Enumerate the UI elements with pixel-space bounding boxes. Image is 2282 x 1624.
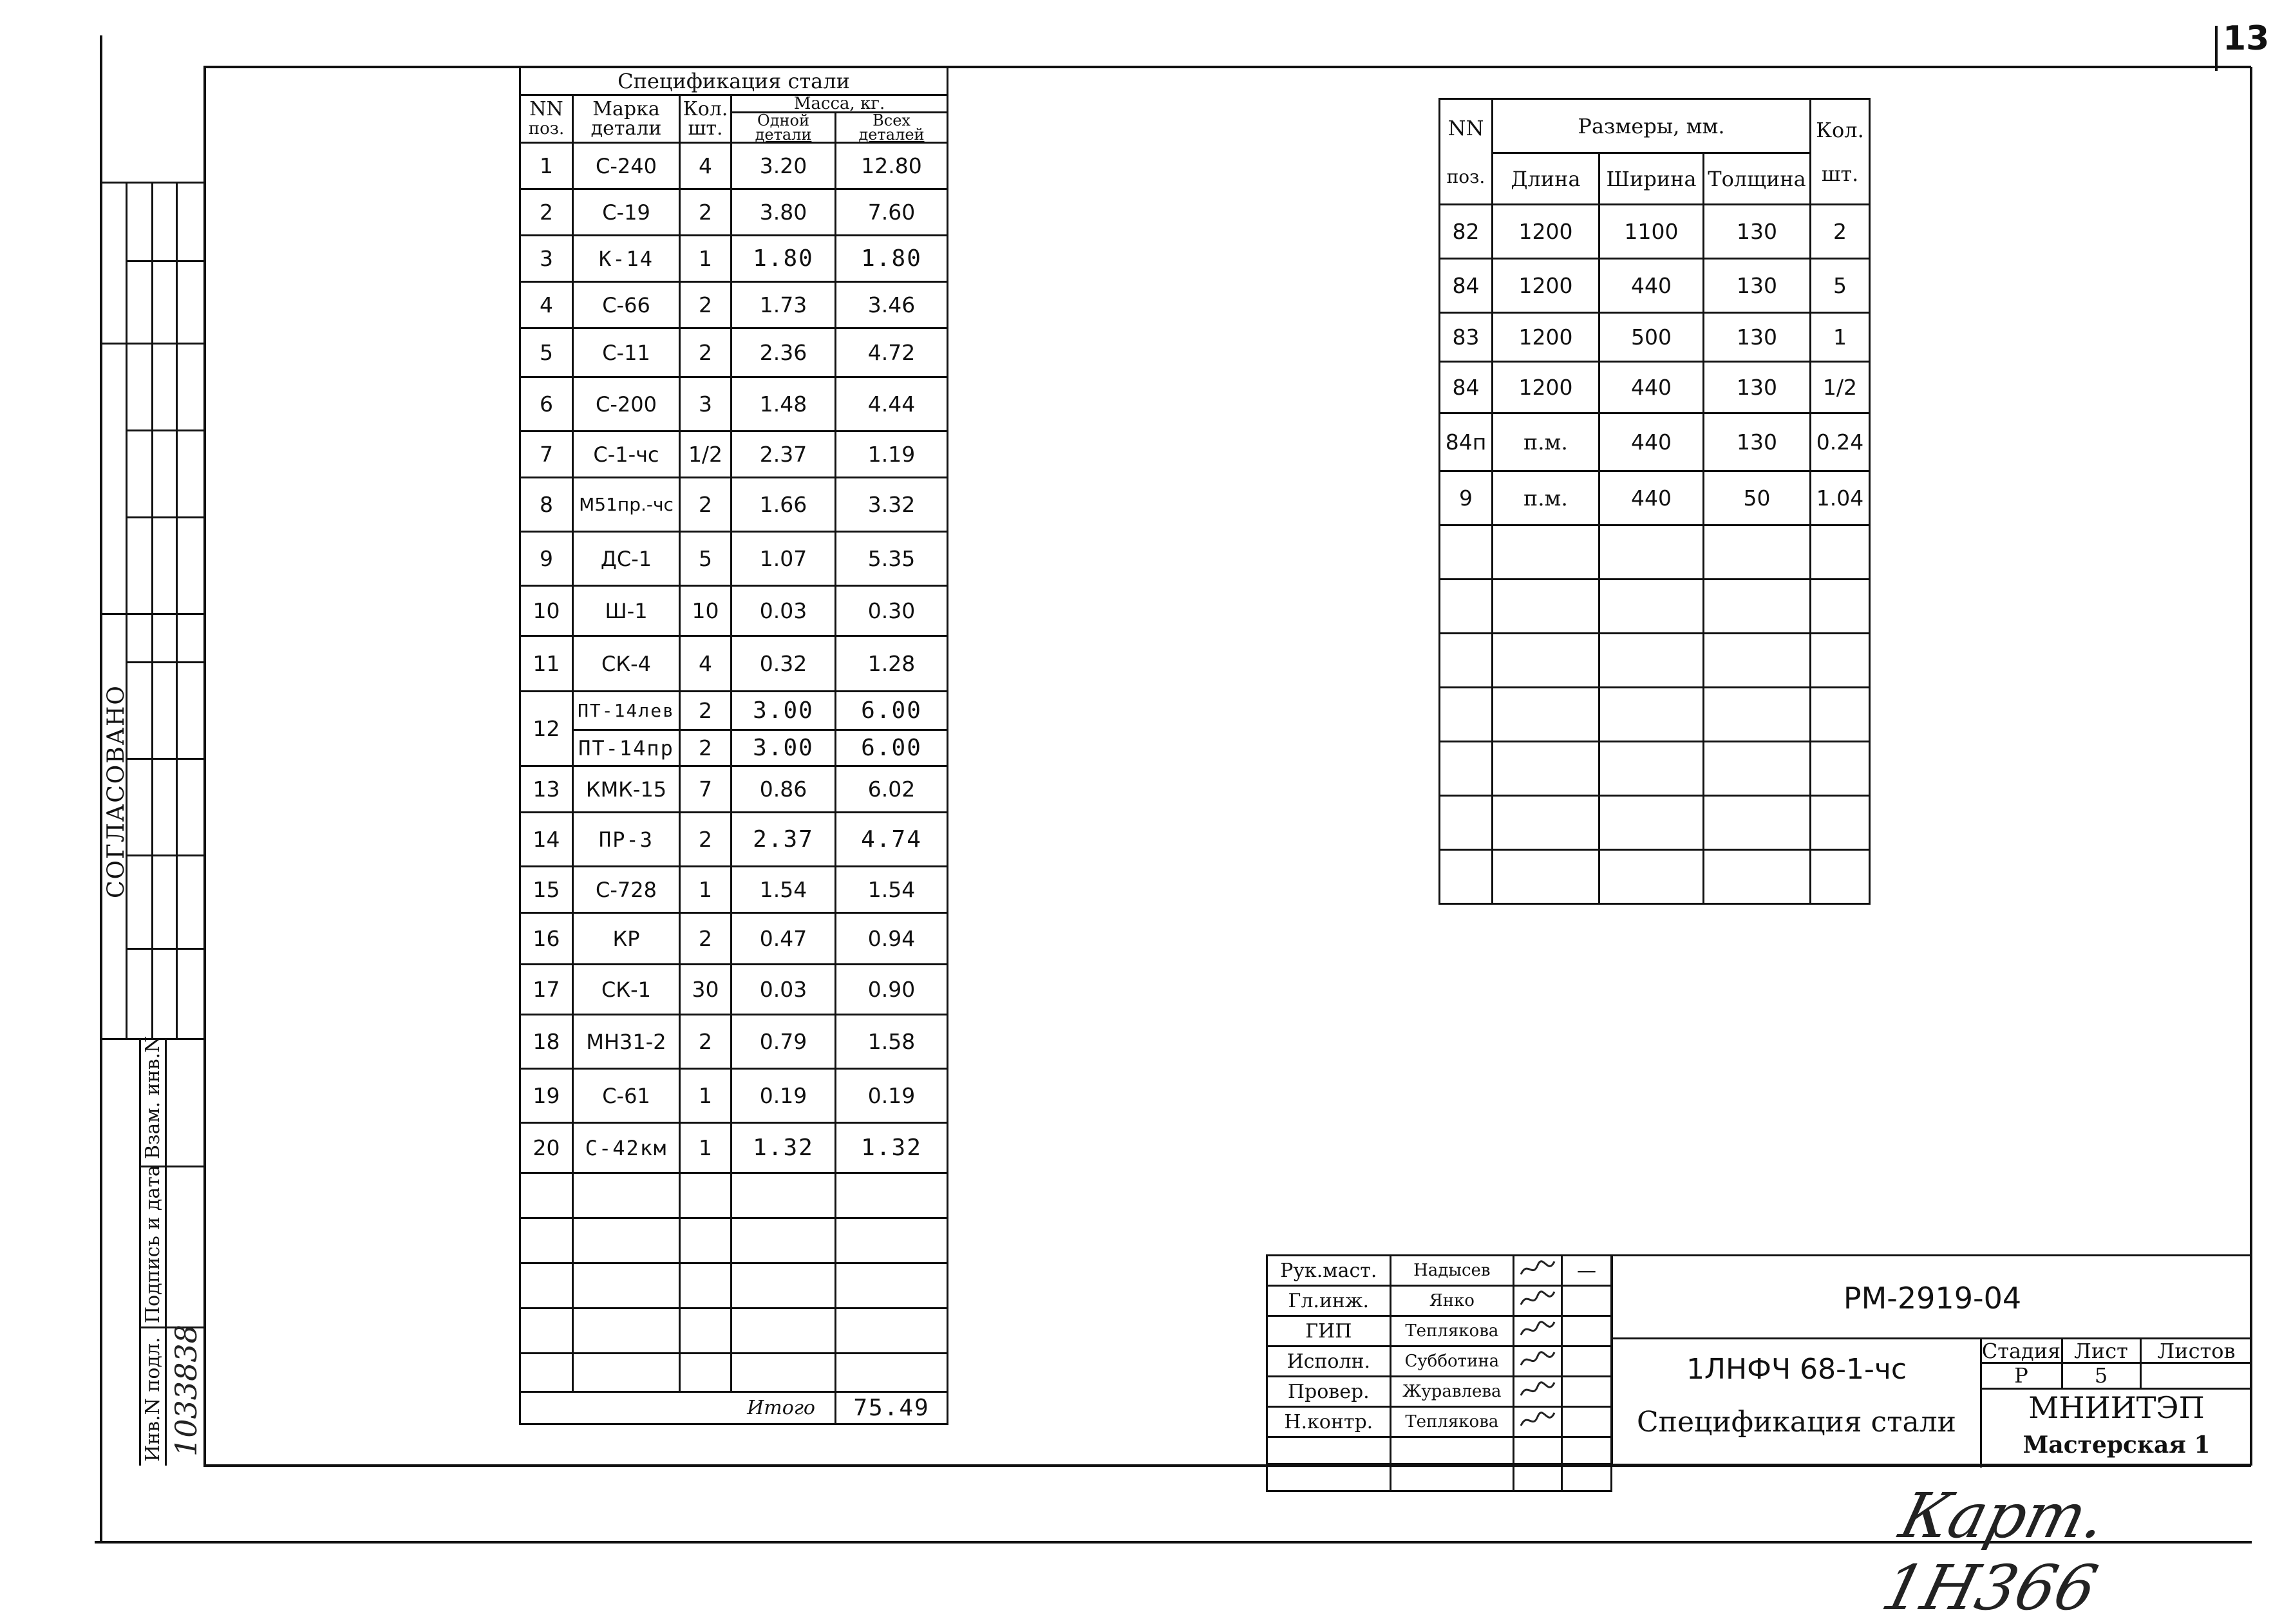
spec-total-row [520,1392,948,1424]
dims-row [1440,313,1870,362]
dims-row [1440,413,1870,471]
spec-cell-n: 17 [520,965,573,1015]
spec-cell-one: 0.19 [731,1069,836,1123]
spec-cell-one: 0.32 [731,636,836,692]
stamp-row [1267,1286,1612,1316]
signature-icon [1514,1316,1562,1346]
spec-row [520,189,948,236]
dims-cell-len: 1200 [1493,362,1599,413]
stamp-date [1561,1407,1611,1437]
dims-cell-qty: 1.04 [1811,471,1870,525]
spec-cell-all: 3.32 [836,478,948,532]
stamp-row [1267,1316,1612,1346]
spec-cell-mark: С-61 [573,1069,680,1123]
archive-note: Карт. 1Н366 [1875,1480,2114,1624]
stamp-stage-label: Стадия [1981,1339,2061,1363]
spec-cell-mark: КМК-15 [573,766,680,813]
spec-cell-all: 1.32 [836,1123,948,1173]
spec-col-mass-one: Одной детали [731,113,836,143]
signature-icon [1514,1256,1562,1286]
dims-empty-row [1440,525,1870,580]
dims-row [1440,471,1870,525]
spec-cell-all: 6.02 [836,766,948,813]
spec-cell-all: 1.28 [836,636,948,692]
stamp-series: 1ЛНФЧ 68-1-чс [1686,1353,1907,1386]
spec-cell-qty: 3 [680,377,731,431]
spec-cell-all: 6.00 [836,730,948,766]
dims-cell-thk: 130 [1704,313,1811,362]
spec-title: Спецификация стали [520,67,948,95]
stamp-row [1267,1377,1612,1407]
spec-row [520,328,948,377]
dims-cell-len: 1200 [1493,205,1599,259]
dims-cell-wid: 1100 [1599,205,1704,259]
dims-cell-qty: 5 [1811,259,1870,313]
spec-cell-n: 6 [520,377,573,431]
spec-cell-qty: 5 [680,532,731,586]
stamp-workshop: Мастерская 1 [2023,1431,2211,1459]
spec-cell-mark: КР [573,913,680,965]
stamp-name: Теплякова [1390,1407,1514,1437]
dims-cell-len: 1200 [1493,259,1599,313]
spec-row [520,730,948,766]
spec-cell-mark: С-728 [573,867,680,913]
spec-cell-all: 4.74 [836,813,948,867]
spec-row [520,813,948,867]
spec-cell-mark: С-19 [573,189,680,236]
spec-cell-mark: С-42км [573,1123,680,1173]
frame-inner-top [203,66,2251,68]
dims-empty-row [1440,796,1870,850]
dims-col-wid: Ширина [1599,153,1704,205]
dims-col-size: Размеры, мм. [1493,99,1811,153]
spec-cell-qty: 1 [680,1069,731,1123]
dims-cell-thk: 130 [1704,413,1811,471]
spec-cell-all: 1.80 [836,236,948,282]
dims-cell-n: 84 [1440,259,1493,313]
spec-cell-n: 1 [520,143,573,189]
dims-empty-row [1440,850,1870,904]
dims-cell-thk: 130 [1704,205,1811,259]
spec-cell-all: 0.90 [836,965,948,1015]
spec-cell-n: 5 [520,328,573,377]
spec-row [520,766,948,813]
dims-cell-len: п.м. [1493,471,1599,525]
spec-cell-one: 1.48 [731,377,836,431]
spec-cell-qty: 4 [680,143,731,189]
spec-cell-one: 2.36 [731,328,836,377]
spec-cell-one: 3.20 [731,143,836,189]
replaces-label: Взам. инв.N [142,1035,164,1159]
spec-cell-qty: 2 [680,189,731,236]
spec-cell-mark: С-200 [573,377,680,431]
spec-cell-mark: МН31-2 [573,1015,680,1069]
spec-empty-row [520,1263,948,1308]
spec-cell-one: 1.66 [731,478,836,532]
spec-cell-all: 0.19 [836,1069,948,1123]
dims-cell-n: 83 [1440,313,1493,362]
dims-cell-qty: 0.24 [1811,413,1870,471]
dims-cell-wid: 440 [1599,471,1704,525]
dims-cell-wid: 500 [1599,313,1704,362]
stamp-date [1561,1286,1611,1316]
spec-empty-row [520,1173,948,1218]
spec-empty-row [520,1354,948,1392]
stamp-role: Провер. [1267,1377,1391,1407]
dims-empty-row [1440,688,1870,742]
inv-orig-label: Инв.N подл. [142,1337,164,1462]
agreed-label: СОГЛАСОВАНО [103,685,129,898]
spec-cell-n: 3 [520,236,573,282]
spec-cell-mark: С-11 [573,328,680,377]
stamp-code: РМ-2919-04 [1843,1281,2022,1316]
spec-total-label: Итого [520,1392,836,1424]
dims-col-thk: Толщина [1704,153,1811,205]
stamp-name: Теплякова [1390,1316,1514,1346]
spec-cell-one: 0.79 [731,1015,836,1069]
spec-cell-qty: 2 [680,730,731,766]
spec-cell-one: 2.37 [731,813,836,867]
dims-row [1440,259,1870,313]
dims-row [1440,205,1870,259]
spec-cell-n: 9 [520,532,573,586]
spec-cell-qty: 2 [680,1015,731,1069]
spec-cell-n: 20 [520,1123,573,1173]
spec-cell-mark: ДС-1 [573,532,680,586]
dims-col-qty: Кол. шт. [1811,99,1870,205]
sign-date-label: Подпись и дата [142,1165,164,1323]
inv-number: 1033838 [169,1325,203,1457]
spec-cell-one: 1.32 [731,1123,836,1173]
spec-cell-one: 1.73 [731,282,836,328]
spec-cell-one: 0.47 [731,913,836,965]
spec-cell-mark: ПТ-14пр [573,730,680,766]
stamp-role: Гл.инж. [1267,1286,1391,1316]
dims-cell-wid: 440 [1599,413,1704,471]
dims-cell-n: 9 [1440,471,1493,525]
stamp-doc-title: Спецификация стали [1636,1406,1956,1439]
spec-cell-all: 1.19 [836,431,948,478]
spec-cell-one: 0.86 [731,766,836,813]
spec-cell-n: 11 [520,636,573,692]
spec-row [520,1069,948,1123]
spec-row [520,692,948,730]
dims-cell-thk: 130 [1704,259,1811,313]
spec-cell-one: 1.54 [731,867,836,913]
stamp-sheet-value: 5 [2094,1363,2108,1388]
spec-total-value: 75.49 [836,1392,948,1424]
spec-cell-n: 2 [520,189,573,236]
spec-cell-all: 6.00 [836,692,948,730]
spec-cell-qty: 1 [680,1123,731,1173]
spec-cell-qty: 4 [680,636,731,692]
spec-cell-qty: 10 [680,586,731,636]
spec-cell-qty: 2 [680,478,731,532]
spec-row [520,282,948,328]
spec-empty-row [520,1218,948,1263]
spec-cell-one: 3.00 [731,730,836,766]
frame-inner-right [2250,67,2252,1466]
stamp-sheet-label: Лист [2074,1339,2128,1363]
stamp-main [1611,1254,2250,1466]
spec-row [520,913,948,965]
spec-cell-mark: СК-1 [573,965,680,1015]
spec-cell-all: 1.54 [836,867,948,913]
stamp-name: Янко [1390,1286,1514,1316]
spec-cell-mark: ПТ-14лев [573,692,680,730]
stamp-sheets-label: Листов [2157,1339,2236,1363]
spec-cell-n: 4 [520,282,573,328]
signature-icon [1514,1346,1562,1377]
spec-row [520,478,948,532]
spec-cell-n: 12 [520,692,573,766]
spec-cell-n: 18 [520,1015,573,1069]
dims-table [1438,98,1871,905]
inv-strip-divider-1 [139,1038,141,1466]
spec-cell-all: 0.30 [836,586,948,636]
spec-cell-mark: К-14 [573,236,680,282]
stamp-stage-value: Р [2014,1363,2028,1388]
spec-cell-mark: СК-4 [573,636,680,692]
spec-cell-all: 4.44 [836,377,948,431]
signature-icon [1514,1377,1562,1407]
stamp-name: Журавлева [1390,1377,1514,1407]
dims-col-nn: NN поз. [1440,99,1493,205]
spec-cell-mark: С-66 [573,282,680,328]
spec-cell-qty: 2 [680,692,731,730]
stamp-date [1561,1346,1611,1377]
spec-cell-qty: 30 [680,965,731,1015]
stamp-role: ГИП [1267,1316,1391,1346]
stamp-signatures [1266,1254,1612,1492]
spec-row [520,532,948,586]
stamp-date: — [1561,1256,1611,1286]
spec-cell-n: 13 [520,766,573,813]
spec-cell-one: 3.80 [731,189,836,236]
spec-row [520,431,948,478]
spec-cell-mark: М51пр.-чс [573,478,680,532]
spec-cell-one: 2.37 [731,431,836,478]
spec-cell-n: 15 [520,867,573,913]
spec-cell-n: 19 [520,1069,573,1123]
dims-cell-wid: 440 [1599,259,1704,313]
spec-cell-all: 3.46 [836,282,948,328]
dims-cell-len: п.м. [1493,413,1599,471]
dims-empty-row [1440,580,1870,634]
stamp-row [1267,1346,1612,1377]
dims-cell-thk: 50 [1704,471,1811,525]
stamp-role: Рук.маст. [1267,1256,1391,1286]
dims-cell-wid: 440 [1599,362,1704,413]
spec-row [520,586,948,636]
spec-cell-mark: Ш-1 [573,586,680,636]
dims-cell-qty: 2 [1811,205,1870,259]
spec-cell-one: 1.07 [731,532,836,586]
spec-col-mark: Марка детали [573,95,680,143]
spec-cell-n: 7 [520,431,573,478]
spec-row [520,143,948,189]
spec-cell-n: 8 [520,478,573,532]
spec-col-mass: Масса, кг. [731,95,948,113]
spec-row [520,965,948,1015]
spec-table [519,66,948,1425]
spec-cell-all: 5.35 [836,532,948,586]
stamp-org: МНИИТЭП [2028,1390,2205,1425]
spec-col-qty: Кол. шт. [680,95,731,143]
spec-cell-mark: С-240 [573,143,680,189]
dims-cell-n: 82 [1440,205,1493,259]
spec-cell-n: 10 [520,586,573,636]
spec-cell-one: 0.03 [731,586,836,636]
spec-cell-qty: 7 [680,766,731,813]
spec-row [520,1015,948,1069]
dims-empty-row [1440,634,1870,688]
dims-col-len: Длина [1493,153,1599,205]
spec-cell-qty: 1 [680,867,731,913]
spec-cell-one: 1.80 [731,236,836,282]
stamp-row [1267,1256,1612,1286]
dims-cell-len: 1200 [1493,313,1599,362]
signature-icon [1514,1286,1562,1316]
spec-cell-n: 14 [520,813,573,867]
spec-cell-mark: С-1-чс [573,431,680,478]
spec-row [520,867,948,913]
spec-col-mass-all: Всех деталей [836,113,948,143]
stamp-date [1561,1377,1611,1407]
dims-cell-n: 84 [1440,362,1493,413]
dims-cell-n: 84п [1440,413,1493,471]
stamp-role: Исполн. [1267,1346,1391,1377]
signature-icon [1514,1407,1562,1437]
spec-empty-row [520,1308,948,1354]
spec-row [520,377,948,431]
spec-cell-qty: 2 [680,282,731,328]
spec-row [520,236,948,282]
spec-cell-all: 4.72 [836,328,948,377]
spec-row [520,636,948,692]
dims-cell-qty: 1/2 [1811,362,1870,413]
spec-cell-qty: 1/2 [680,431,731,478]
page-number-tick [2215,26,2218,71]
spec-cell-one: 3.00 [731,692,836,730]
spec-cell-n: 16 [520,913,573,965]
spec-cell-one: 0.03 [731,965,836,1015]
spec-cell-qty: 2 [680,328,731,377]
dims-empty-row [1440,742,1870,796]
stamp-row [1267,1407,1612,1437]
stamp-name: Надысев [1390,1256,1514,1286]
dims-cell-thk: 130 [1704,362,1811,413]
spec-cell-all: 0.94 [836,913,948,965]
spec-cell-qty: 2 [680,913,731,965]
spec-col-pos: NN поз. [520,95,573,143]
dims-cell-qty: 1 [1811,313,1870,362]
dims-row [1440,362,1870,413]
stamp-name: Субботина [1390,1346,1514,1377]
page-number: 13 [2223,19,2270,58]
spec-cell-all: 7.60 [836,189,948,236]
spec-cell-mark: ПР-3 [573,813,680,867]
spec-cell-all: 1.58 [836,1015,948,1069]
spec-cell-qty: 2 [680,813,731,867]
stamp-role: Н.контр. [1267,1407,1391,1437]
spec-cell-qty: 1 [680,236,731,282]
inv-strip-divider-2 [165,1038,167,1466]
spec-cell-all: 12.80 [836,143,948,189]
spec-row [520,1123,948,1173]
stamp-date [1561,1316,1611,1346]
